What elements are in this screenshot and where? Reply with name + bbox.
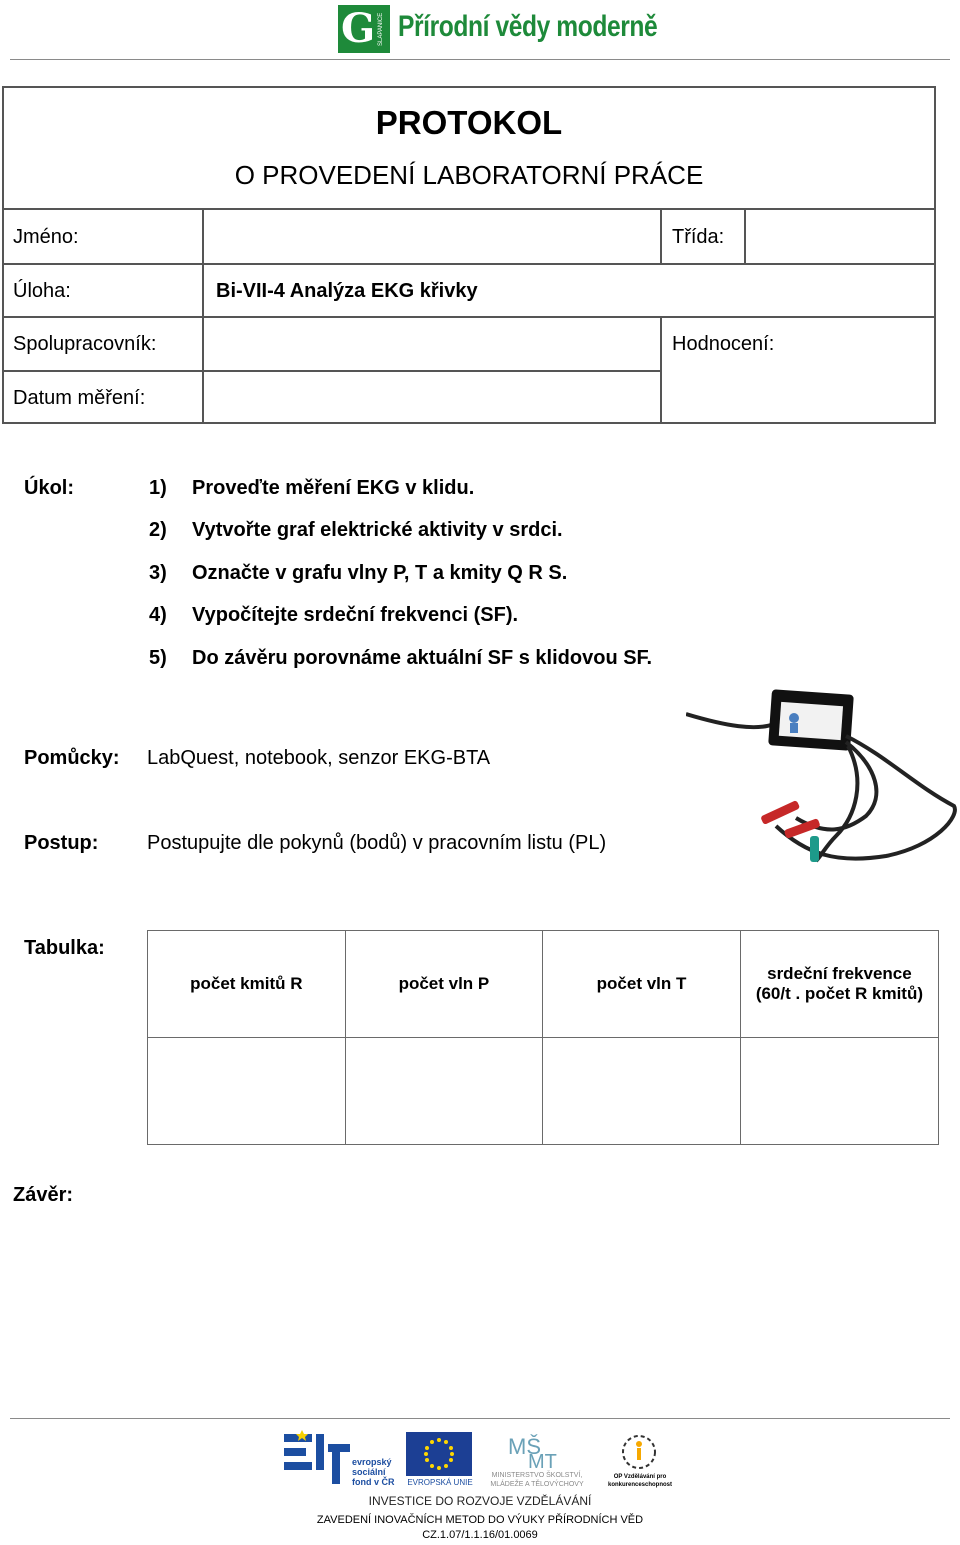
- task-item: Vytvořte graf elektrické aktivity v srdci.: [192, 519, 563, 541]
- date-field[interactable]: [206, 374, 658, 422]
- task-item: Proveďte měření EKG v klidu.: [192, 477, 475, 499]
- task-item: Označte v grafu vlny P, T a kmity Q R S.: [192, 562, 568, 584]
- tools-label: Pomůcky:: [24, 747, 120, 769]
- eu-flag-icon: [406, 1432, 472, 1476]
- table-header-row: [148, 931, 939, 1038]
- project-name: ZAVEDENÍ INOVAČNÍCH METOD DO VÝUKY PŘÍRODNÍCH VĚD: [316, 1514, 644, 1526]
- grade-label: Hodnocení:: [672, 333, 775, 355]
- task-number: 1): [149, 477, 167, 499]
- conclusion-label: Závěr:: [13, 1184, 74, 1206]
- top-divider: [10, 59, 950, 60]
- task-number: 3): [149, 562, 167, 584]
- eu-text: EVROPSKÁ UNIE: [407, 1478, 473, 1487]
- form-col-divider: [202, 208, 204, 424]
- msmt-logo: [504, 1430, 568, 1470]
- form-divider: [2, 316, 936, 318]
- procedure-value: Postupujte dle pokynů (bodů) v pracovním listu (PL): [147, 832, 607, 854]
- logo-letter: G: [341, 5, 376, 52]
- form-col-divider: [660, 208, 662, 264]
- tools-value: LabQuest, notebook, senzor EKG-BTA: [147, 747, 491, 769]
- column-header-line: srdeční frekvence: [767, 964, 912, 983]
- task-item: Do závěru porovnáme aktuální SF s klidovou SF.: [192, 647, 653, 669]
- document-subtitle: O PROVEDENÍ LABORATORNÍ PRÁCE: [234, 160, 704, 190]
- task-number: 4): [149, 604, 167, 626]
- document-title: PROTOKOL: [375, 104, 563, 141]
- table-cell[interactable]: [543, 1038, 741, 1145]
- ekg-sensor-image: [686, 686, 960, 866]
- assignment-label: Úkol:: [24, 477, 74, 499]
- form-divider: [2, 208, 936, 210]
- class-field[interactable]: [748, 212, 934, 262]
- task-number: 5): [149, 647, 167, 669]
- table-row: [148, 1038, 939, 1145]
- svg-text:MT: MT: [528, 1451, 557, 1470]
- esf-text: evropský sociální fond v ČR: [352, 1457, 395, 1487]
- project-code: CZ.1.07/1.1.16/01.0069: [422, 1529, 538, 1541]
- partner-label: Spolupracovník:: [13, 333, 157, 355]
- class-label: Třída:: [672, 226, 725, 248]
- column-header: počet vln P: [345, 931, 543, 1038]
- op-text: OP Vzdělávání pro konkurenceschopnost: [607, 1474, 672, 1488]
- name-field[interactable]: [206, 212, 658, 262]
- name-label: Jméno:: [13, 226, 79, 248]
- table-cell[interactable]: [148, 1038, 346, 1145]
- measurement-table: [147, 930, 939, 1145]
- column-header-line: (60/t . počet R kmitů): [755, 984, 923, 1003]
- partner-field[interactable]: [206, 320, 658, 369]
- column-header: počet kmitů R: [148, 931, 346, 1038]
- form-col-divider: [744, 208, 746, 264]
- form-divider: [2, 263, 936, 265]
- form-col-divider: [660, 316, 662, 424]
- table-label: Tabulka:: [24, 937, 105, 959]
- logo-name: Přírodní vědy moderně: [398, 10, 658, 43]
- logo-side-text: ŠLAPANICE: [378, 12, 384, 46]
- task-value: Bi-VII-4 Analýza EKG křivky: [216, 280, 478, 302]
- investment-slogan: INVESTICE DO ROZVOJE VZDĚLÁVÁNÍ: [368, 1494, 592, 1508]
- column-header: počet vln T: [543, 931, 741, 1038]
- procedure-label: Postup:: [24, 832, 99, 854]
- table-cell[interactable]: [345, 1038, 543, 1145]
- bottom-divider: [10, 1418, 950, 1419]
- msmt-text: MINISTERSTVO ŠKOLSTVÍ, MLÁDEŽE A TĚLOVÝCHOVY: [490, 1472, 584, 1488]
- form-divider: [2, 370, 662, 372]
- conclusion-area[interactable]: [13, 1214, 943, 1404]
- table-cell[interactable]: [740, 1038, 938, 1145]
- task-label: Úloha:: [13, 280, 71, 302]
- task-item: Vypočítejte srdeční frekvenci (SF).: [192, 604, 519, 626]
- task-number: 2): [149, 519, 167, 541]
- svg-text:MŠ: MŠ: [508, 1434, 541, 1459]
- date-label: Datum měření:: [13, 387, 146, 409]
- op-logo: [614, 1432, 664, 1472]
- column-header: [740, 931, 938, 1038]
